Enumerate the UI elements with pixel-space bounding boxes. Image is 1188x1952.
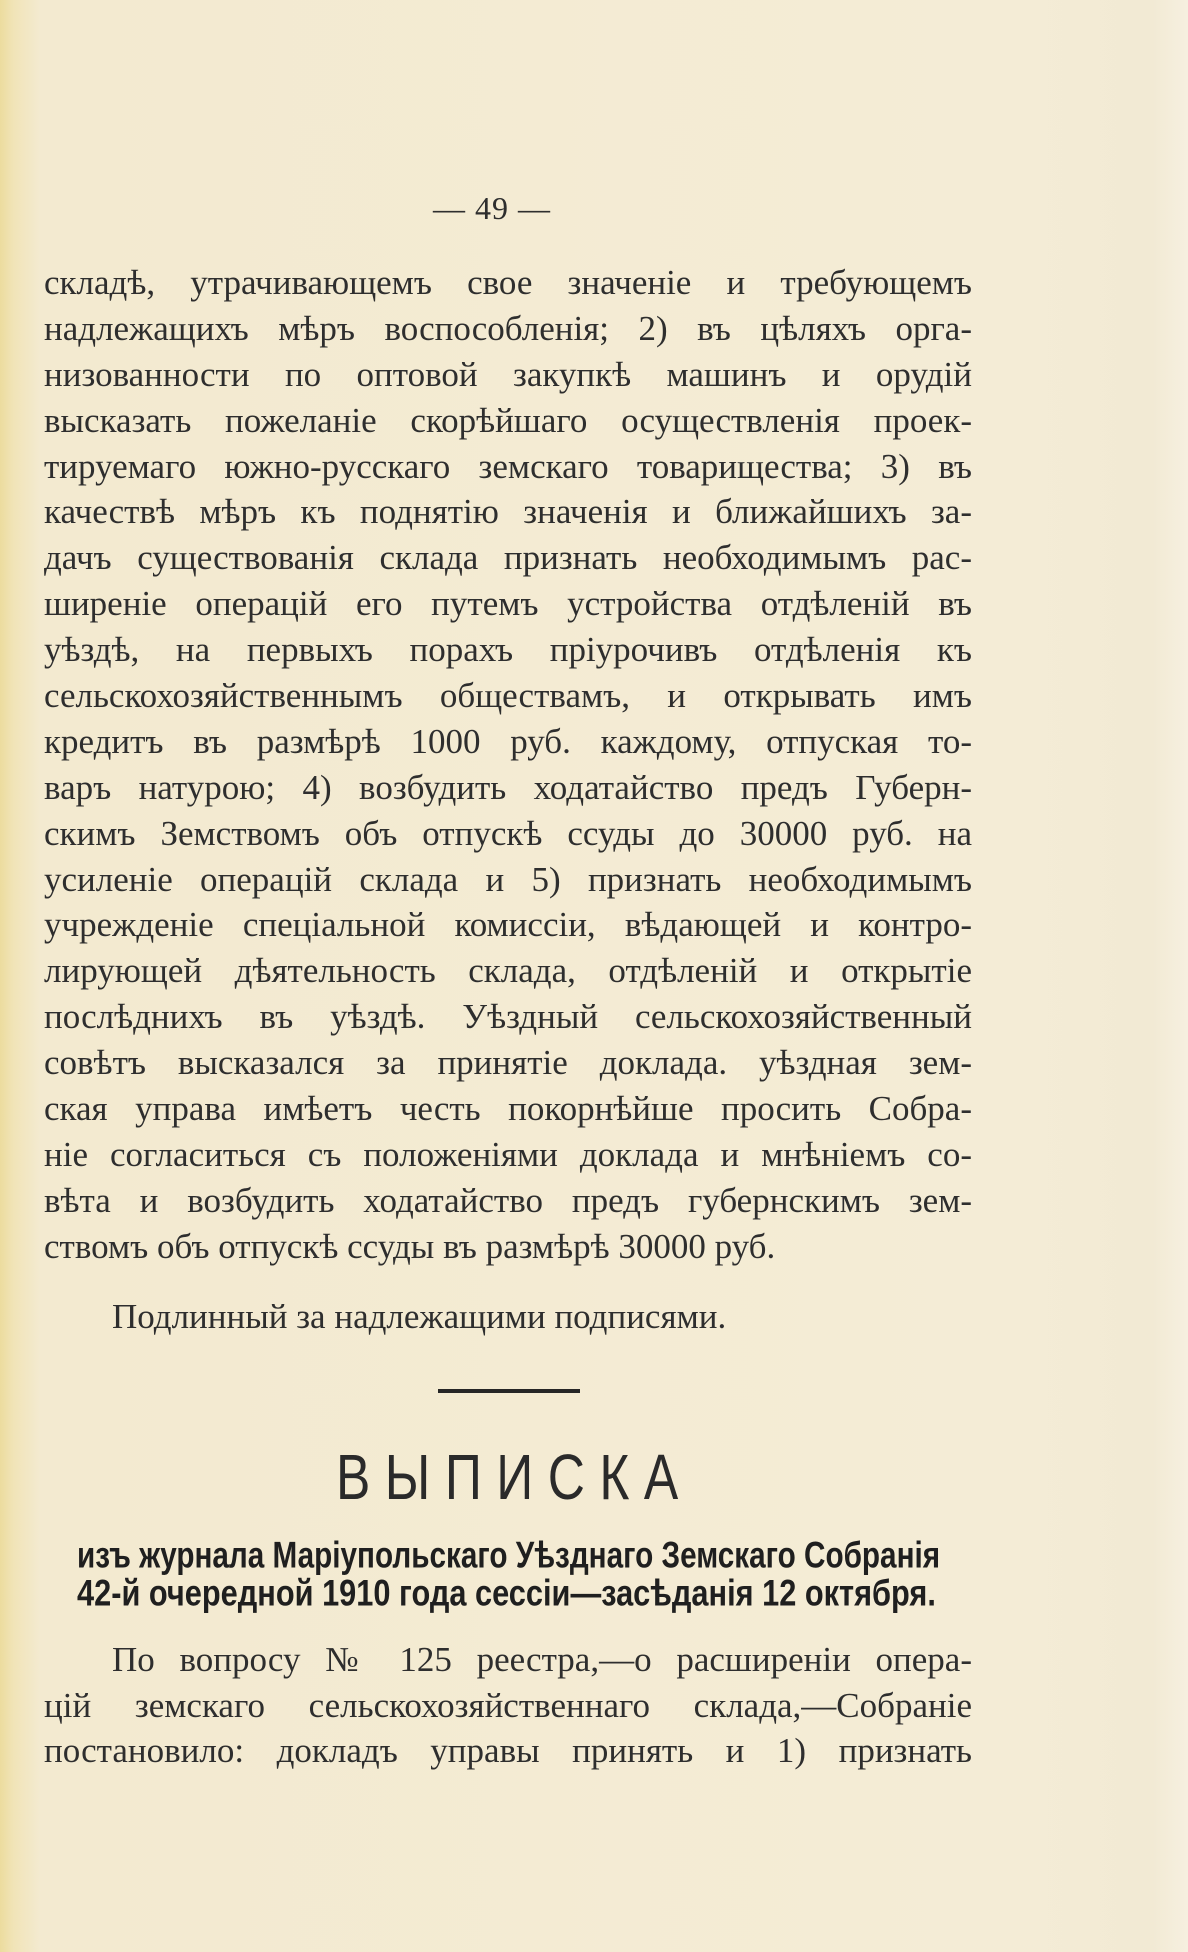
- extract-body-line: По вопросу № 125 реестра,—о расширеніи опера-: [112, 1640, 972, 1679]
- body-line: низованности по оптовой закупкѣ машинъ и орудій: [44, 354, 972, 394]
- extract-title-text: ВЫПИСКА: [336, 1441, 693, 1513]
- body-line: надлежащихъ мѣръ воспособленія; 2) въ цѣляхъ орга-: [44, 308, 972, 348]
- body-line: скимъ Земствомъ объ отпускѣ ссуды до 30000 руб. на: [44, 813, 972, 853]
- body-line: ніе согласиться съ положеніями доклада и мнѣніемъ со-: [44, 1134, 972, 1174]
- extract-subtitle-text: 42-й очередной 1910 года сессіи—засѣданія 12 октября.: [77, 1572, 936, 1614]
- body-line: послѣднихъ въ уѣздѣ. Уѣздный сельскохозяйственный: [44, 997, 972, 1037]
- body-line-last: ствомъ объ отпускѣ ссуды въ размѣрѣ 30000 руб.: [44, 1226, 776, 1266]
- body-line: ская управа имѣетъ честь покорнѣйше просить Собра-: [44, 1089, 972, 1129]
- extract-subtitle-line: [77, 1572, 936, 1614]
- body-line: складѣ, утрачивающемъ свое значеніе и требующемъ: [44, 263, 972, 302]
- body-line: учрежденіе спеціальной комиссіи, вѣдающей и контро-: [44, 905, 972, 945]
- body-line: высказать пожеланіе скорѣйшаго осуществленія проек-: [44, 400, 972, 440]
- body-paragraph: [44, 260, 972, 1270]
- extract-paragraph: [44, 1637, 972, 1774]
- body-line: кредитъ въ размѣрѣ 1000 руб. каждому, отпуская то-: [44, 721, 972, 761]
- extract-subtitle-text: изъ журнала Маріупольскаго Уѣзднаго Земскаго Собранія: [77, 1534, 941, 1576]
- body-line: усиленіе операцій склада и 5) признать необходимымъ: [44, 859, 972, 899]
- body-line: дачъ существованія склада признать необходимымъ рас-: [44, 538, 972, 578]
- signature-note: Подлинный за надлежащими подписями.: [112, 1297, 727, 1336]
- extract-body-line: постановило: докладъ управы принять и 1) признать: [44, 1731, 972, 1770]
- body-line: сельскохозяйственнымъ обществамъ, и открывать имъ: [44, 676, 972, 716]
- body-line: ширеніе операцій его путемъ устройства отдѣленій въ: [44, 584, 972, 624]
- page-number: — 49 —: [433, 190, 551, 226]
- extract-body-line: цій земскаго сельскохозяйственнаго склада,—Собраніе: [44, 1685, 972, 1725]
- body-line: качествѣ мѣръ къ поднятію значенія и ближайшихъ за-: [44, 492, 972, 532]
- body-line: варъ натурою; 4) возбудить ходатайство предъ Губерн-: [44, 767, 972, 807]
- body-line: лирующей дѣятельность склада, отдѣленій и открытіе: [44, 951, 972, 991]
- section-divider: [438, 1389, 580, 1393]
- body-line: вѣта и возбудить ходатайство предъ губернскимъ зем-: [44, 1180, 972, 1220]
- extract-title: [336, 1441, 693, 1513]
- body-line: уѣздѣ, на первыхъ порахъ пріурочивъ отдѣленія къ: [44, 630, 972, 670]
- body-line: совѣтъ высказался за принятіе доклада. уѣздная зем-: [44, 1043, 972, 1083]
- body-line: тируемаго южно-русскаго земскаго товарищества; 3) въ: [44, 446, 972, 486]
